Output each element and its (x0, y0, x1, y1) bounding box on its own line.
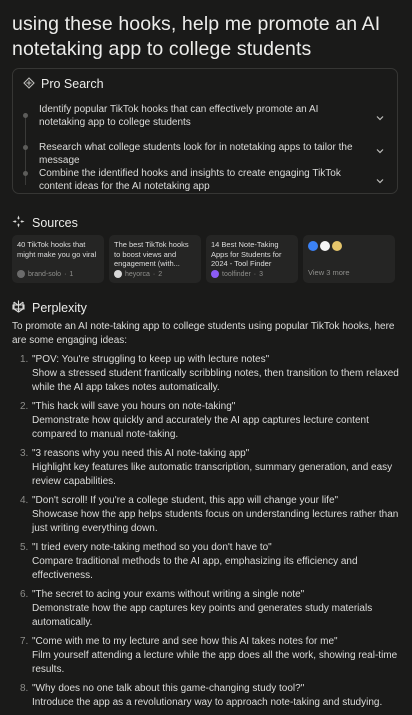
meta-separator: · (64, 270, 67, 278)
step-text: Identify popular TikTok hooks that can effectively promote an AI notetaking app to college students (39, 104, 319, 128)
list-item (12, 494, 402, 536)
meta-separator: · (152, 270, 156, 278)
source-site: brand-solo (28, 270, 62, 278)
source-meta (211, 270, 263, 278)
hook-list (12, 353, 402, 710)
hook-title: "3 reasons why you need this AI note-taking app" (32, 448, 250, 459)
list-item (12, 541, 402, 583)
favicon-icon (320, 241, 330, 251)
list-item (12, 400, 402, 442)
source-index: 1 (69, 270, 74, 278)
hook-description: Demonstrate how the app captures key points and generates study materials automatically. (32, 603, 373, 628)
source-meta (17, 270, 73, 278)
favicon-icon (332, 241, 342, 251)
chevron-down-icon[interactable] (375, 143, 385, 153)
source-title: 14 Best Note-Taking Apps for Students for 2024 - Tool Finder (211, 240, 282, 268)
user-query: using these hooks, help me promote an AI notetaking app to college students (12, 13, 381, 60)
source-site: heyorca (125, 270, 150, 278)
item-number: 6. (20, 589, 29, 600)
hook-title: "The secret to acing your exams without writing a single note" (32, 589, 305, 600)
sources-icon (12, 215, 25, 231)
hook-description: Film yourself attending a lecture while the app does all the work, showing real-time results. (32, 650, 398, 675)
source-meta (114, 270, 162, 278)
answer-intro: To promote an AI note-taking app to college students using popular TikTok hooks, here are some engaging ideas: (12, 321, 395, 346)
favicon-icon (308, 241, 318, 251)
item-number: 2. (20, 401, 29, 412)
source-card[interactable] (206, 235, 298, 283)
hook-title: "POV: You're struggling to keep up with lecture notes" (32, 354, 270, 365)
hook-description: Showcase how the app helps students focus on understanding lectures rather than just writing everything down. (32, 509, 399, 534)
view-more-sources-button[interactable] (303, 235, 395, 283)
step-text: Combine the identified hooks and insights to create engaging TikTok content ideas for the AI notetaking app (39, 168, 341, 192)
answer-header (12, 300, 87, 316)
hook-description: Highlight key features like automatic transcription, summary generation, and easy review capabilities. (32, 462, 393, 487)
step-bullet (23, 145, 28, 150)
perplexity-logo-icon (12, 300, 25, 316)
source-site: toolfinder (222, 270, 251, 278)
sources-header (12, 215, 78, 231)
item-number: 4. (20, 495, 29, 506)
source-title: 40 TikTok hooks that might make you go viral (17, 240, 97, 259)
step-text: Research what college students look for in notetaking apps to tailor the message (39, 142, 353, 166)
hook-description: Compare traditional methods to the AI app, emphasizing its efficiency and effectiveness. (32, 556, 358, 581)
chevron-down-icon[interactable] (375, 110, 385, 120)
pro-search-icon (23, 77, 35, 92)
site-favicon-icon (114, 270, 122, 278)
item-number: 1. (20, 354, 29, 365)
source-title: The best TikTok hooks to boost views and engagement (with... (114, 240, 189, 268)
more-sources-favicons (308, 241, 390, 251)
hook-description: Introduce the app as a revolutionary way to approach note-taking and studying. (32, 697, 383, 708)
item-number: 8. (20, 683, 29, 694)
item-number: 7. (20, 636, 29, 647)
hook-description: Show a stressed student frantically scribbling notes, then transition to them relaxed while the AI app takes notes automatically. (32, 368, 399, 393)
site-favicon-icon (211, 270, 219, 278)
item-number: 3. (20, 448, 29, 459)
hook-title: "Don't scroll! If you're a college student, this app will change your life" (32, 495, 339, 506)
list-item (12, 682, 402, 710)
list-item (12, 447, 402, 489)
hook-title: "Come with me to my lecture and see how this AI takes notes for me" (32, 636, 338, 647)
pro-search-title: Pro Search (41, 77, 104, 91)
item-number: 5. (20, 542, 29, 553)
source-index: 3 (259, 270, 264, 278)
view-more-label: View 3 more (308, 268, 350, 277)
site-favicon-icon (17, 270, 25, 278)
list-item (12, 635, 402, 677)
hook-title: "Why does no one talk about this game-changing study tool?" (32, 683, 305, 694)
source-card[interactable] (109, 235, 201, 283)
pro-search-panel (12, 68, 398, 194)
meta-separator: · (253, 270, 257, 278)
sources-title: Sources (32, 216, 78, 230)
list-item (12, 353, 402, 395)
hook-title: "This hack will save you hours on note-taking" (32, 401, 236, 412)
source-index: 2 (158, 270, 163, 278)
step-bullet (23, 171, 28, 176)
pro-search-header[interactable] (23, 76, 104, 92)
sources-row (12, 235, 400, 283)
chevron-down-icon[interactable] (375, 173, 385, 183)
step-bullet (23, 113, 28, 118)
source-card[interactable] (12, 235, 104, 283)
answer-title: Perplexity (32, 301, 87, 315)
answer-body (12, 320, 402, 715)
hook-title: "I tried every note-taking method so you don't have to" (32, 542, 272, 553)
list-item (12, 588, 402, 630)
hook-description: Demonstrate how quickly and accurately the AI app captures lecture content compared to manual note-taking. (32, 415, 369, 440)
